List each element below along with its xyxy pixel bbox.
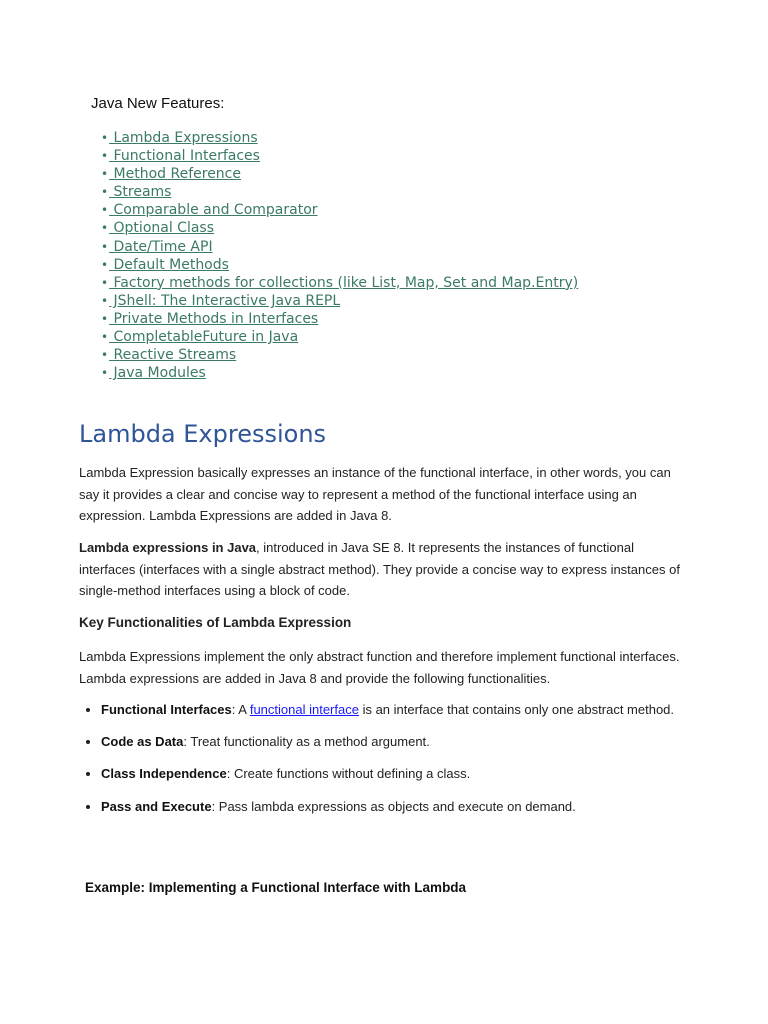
toc-item-comparable-comparator[interactable] [101,201,578,219]
functionalities-paragraph: Lambda Expressions implement the only abstract function and therefore implement functional interfaces. Lambda expressions are added in Java 8 and provide the following functionalities. [79,649,680,686]
toc-item-private-methods[interactable] [101,310,578,328]
features-title: Java New Features: [91,95,225,112]
list-item [101,796,701,818]
bullet-icon: • [101,311,109,326]
bullet-icon: • [101,330,109,345]
list-item-title: Code as Data [101,734,184,750]
toc-item-default-methods[interactable] [101,256,578,274]
toc-item-optional-class[interactable] [101,219,578,237]
toc-link[interactable]: Method Reference [109,166,241,183]
toc-link[interactable]: CompletableFuture in Java [109,329,299,346]
toc-link[interactable]: Default Methods [109,256,229,273]
toc-link[interactable]: Java Modules [109,365,206,382]
list-item-text: : Treat functionality as a method argument. [183,734,430,750]
toc-item-reactive-streams[interactable] [101,346,578,364]
list-item-title: Class Independence [101,766,227,782]
table-of-contents [101,129,578,382]
bullet-icon: • [101,239,109,254]
bullet-icon: • [101,348,109,363]
list-item [101,731,701,753]
bullet-icon: • [101,257,109,272]
list-item-text: : A [231,702,250,717]
bullet-icon: • [101,366,109,381]
list-item [101,763,701,785]
list-item-title: Pass and Execute [101,798,212,814]
bullet-icon: • [101,131,109,145]
toc-item-lambda-expressions[interactable] [101,129,578,147]
toc-item-method-reference[interactable] [101,165,578,183]
toc-link[interactable]: Optional Class [109,220,215,237]
intro-paragraph: Lambda Expression basically expresses an instance of the functional interface, in other words, you can say it provides a clear and concise way to represent a method of the functional interface using an expression. Lambda Expressions are added in Java 8. [79,465,671,524]
toc-item-java-modules[interactable] [101,364,578,382]
bullet-icon: • [101,185,109,200]
toc-item-functional-interfaces[interactable] [101,147,578,165]
example-heading: Example: Implementing a Functional Interface with Lambda [85,880,467,895]
bullet-icon: • [101,149,109,164]
list-item-text: is an interface that contains only one abstract method. [358,702,675,717]
toc-item-completablefuture[interactable] [101,328,578,346]
definition-paragraph [79,537,689,602]
toc-link[interactable]: JShell: The Interactive Java REPL [109,292,341,309]
toc-link[interactable]: Comparable and Comparator [109,202,318,219]
functional-interface-link[interactable]: functional interface [249,702,359,717]
bullet-icon: • [101,167,109,182]
key-functionalities-heading: Key Functionalities of Lambda Expression [79,615,352,630]
list-item-text: : Pass lambda expressions as objects and execute on demand. [211,798,576,814]
toc-link[interactable]: Streams [109,184,172,201]
bullet-icon: • [101,275,109,290]
list-item-title: Functional Interfaces [101,702,232,717]
toc-item-streams[interactable] [101,183,578,201]
toc-link[interactable]: Factory methods for collections (like List, Map, Set and Map.Entry) [109,274,579,291]
list-item-text: : Create functions without defining a class. [226,766,471,782]
definition-text: , introduced in Java SE 8. It represents the instances of functional interfaces (interfaces with a single abstract method). They provide a concise way to express instances of single-method interfaces using a block of code. [79,540,680,599]
bullet-icon: • [101,293,109,308]
toc-link[interactable]: Functional Interfaces [109,148,260,165]
toc-link[interactable]: Reactive Streams [109,347,237,364]
toc-link[interactable]: Lambda Expressions [109,130,258,146]
toc-item-jshell[interactable] [101,292,578,310]
toc-item-date-time-api[interactable] [101,238,578,256]
toc-link[interactable]: Private Methods in Interfaces [109,310,319,327]
bullet-icon: • [101,203,109,218]
definition-bold-lead: Lambda expressions in Java [79,540,257,555]
functionalities-list [79,699,701,828]
section-heading: Lambda Expressions [79,420,327,448]
list-item [101,699,701,721]
toc-link[interactable]: Date/Time API [109,238,213,255]
bullet-icon: • [101,221,109,236]
toc-item-factory-methods[interactable] [101,274,578,292]
